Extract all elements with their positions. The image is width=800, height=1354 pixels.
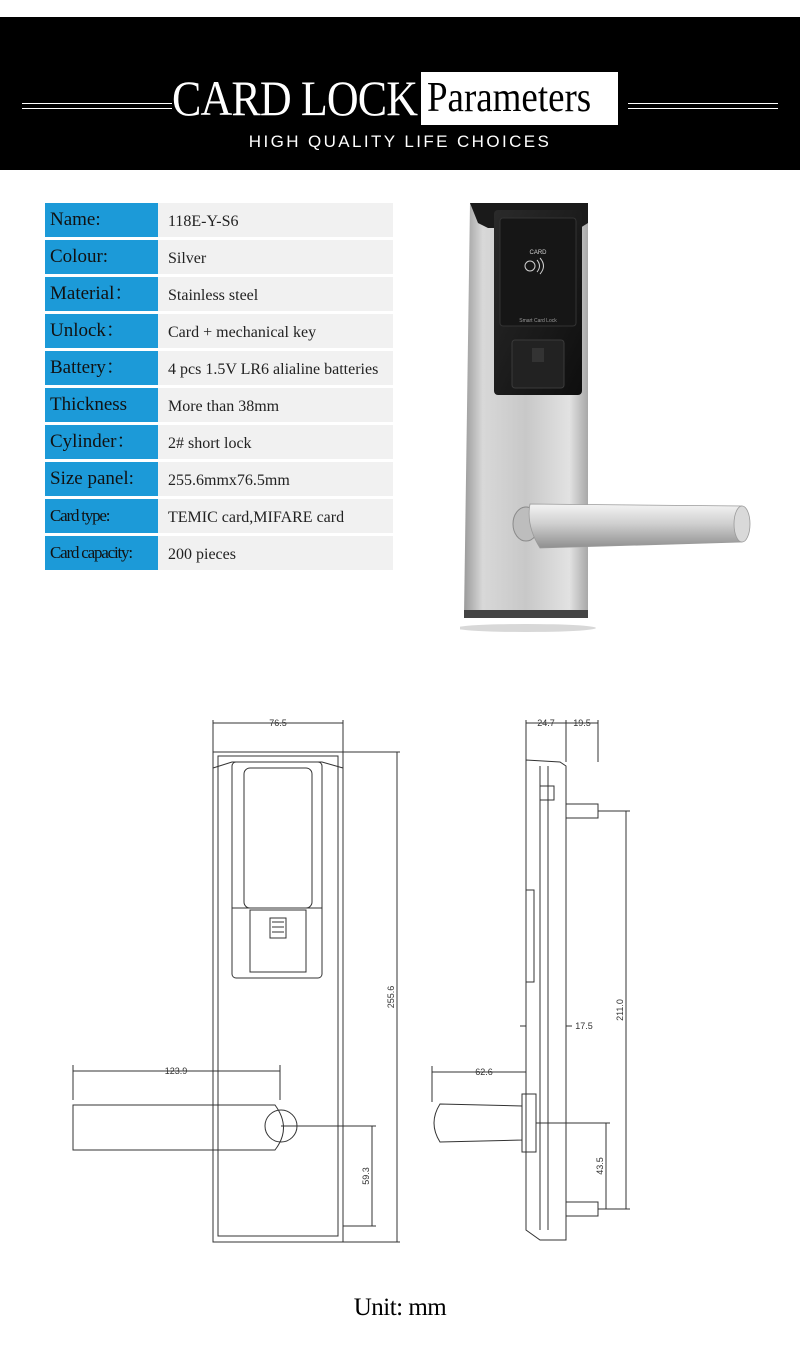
side-spindle-bottom	[566, 1202, 598, 1216]
product-image	[460, 198, 760, 638]
front-key-slot	[270, 918, 286, 938]
spec-table	[45, 203, 393, 573]
spec-row-card-capacity	[45, 536, 393, 573]
product-shadow	[460, 624, 596, 632]
header-rule-right-2	[628, 108, 778, 109]
spec-label: Colour:	[45, 240, 158, 274]
front-panel-inner	[218, 756, 338, 1236]
spec-label: Thickness	[45, 388, 158, 422]
header-banner	[0, 17, 800, 170]
spec-row-thickness	[45, 388, 393, 425]
dim-side-handle-height: 43.5	[595, 1157, 605, 1175]
side-handle-outline	[434, 1104, 522, 1142]
key-slot-cover	[512, 340, 564, 388]
dim-side-thickness: 17.5	[575, 1021, 593, 1031]
spec-value: 118E-Y-S6	[158, 203, 393, 237]
technical-drawing	[0, 690, 800, 1270]
dim-handle-height: 59.3	[361, 1167, 371, 1185]
spec-row-name	[45, 203, 393, 240]
header-rule-right	[628, 103, 778, 104]
front-reader-outline	[232, 762, 322, 978]
front-key-cover	[250, 910, 306, 972]
front-handle-outline	[73, 1105, 284, 1150]
spec-label: Size panel:	[45, 462, 158, 496]
dim-side-back: 24.7	[537, 718, 555, 728]
header-title: CARD LOCK	[172, 70, 418, 126]
spec-label: Card capacity:	[45, 536, 158, 570]
dim-handle-length: 123.9	[164, 1066, 188, 1076]
side-handle-rosette	[522, 1094, 536, 1152]
handle-end	[734, 506, 750, 542]
spec-label: Battery：	[45, 351, 158, 385]
side-spindle-top	[566, 804, 598, 818]
reader-brand-text: Smart Card Lock	[519, 318, 557, 324]
spec-row-battery	[45, 351, 393, 388]
spec-value: More than 38mm	[158, 388, 393, 422]
side-reader-edge	[526, 890, 534, 982]
dim-front-height: 255.6	[386, 985, 396, 1009]
spec-row-material	[45, 277, 393, 314]
dim-front-width: 76.5	[269, 718, 287, 728]
spec-value: 2# short lock	[158, 425, 393, 459]
header-rule-left-2	[22, 108, 172, 109]
reader-window	[500, 218, 576, 326]
front-reader-window	[244, 768, 312, 908]
dim-side-front: 19.5	[573, 718, 591, 728]
reader-card-text: CARD	[529, 250, 547, 256]
spec-value: Stainless steel	[158, 277, 393, 311]
handle-lever	[529, 504, 747, 548]
spec-value: 200 pieces	[158, 536, 393, 570]
spec-value: 4 pcs 1.5V LR6 alialine batteries	[158, 351, 393, 385]
spec-row-size-panel	[45, 462, 393, 499]
side-detail	[540, 786, 554, 800]
panel-base	[464, 610, 588, 618]
spec-value: TEMIC card,MIFARE card	[158, 499, 393, 533]
header-title-highlight-box	[421, 72, 618, 125]
header-subtitle: HIGH QUALITY LIFE CHOICES	[248, 132, 552, 151]
spec-label: Card type:	[45, 499, 158, 533]
dim-side-height: 211.0	[615, 999, 625, 1021]
spec-label: Cylinder：	[45, 425, 158, 459]
spec-value: Card + mechanical key	[158, 314, 393, 348]
side-body-outline	[526, 760, 566, 1240]
spec-label: Name:	[45, 203, 158, 237]
dim-side-handle: 62.6	[475, 1067, 493, 1077]
spec-label: Unlock：	[45, 314, 158, 348]
header-title-highlight: Parameters	[427, 75, 592, 121]
spec-row-unlock	[45, 314, 393, 351]
spec-row-cylinder	[45, 425, 393, 462]
spec-label: Material：	[45, 277, 158, 311]
spec-row-card-type	[45, 499, 393, 536]
spec-value: 255.6mmx76.5mm	[158, 462, 393, 496]
unit-label: Unit: mm	[353, 1294, 447, 1321]
spec-value: Silver	[158, 240, 393, 274]
header-rule-left	[22, 103, 172, 104]
spec-row-colour	[45, 240, 393, 277]
key-slot	[532, 348, 544, 362]
